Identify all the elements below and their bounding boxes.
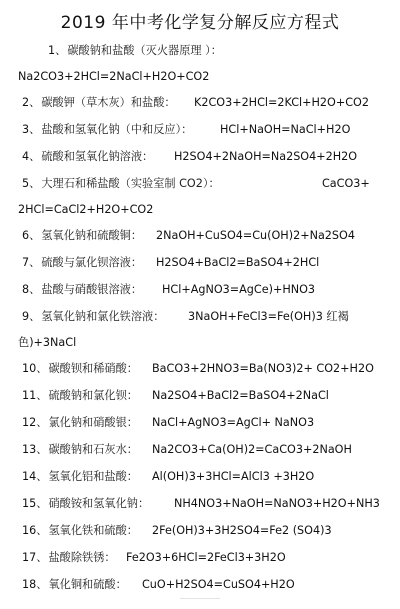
reaction-label: 硫酸钠和氯化钡：: [48, 389, 138, 402]
reaction-equation: 2Fe(OH)3+3H2SO4=Fe2 (SO4)3: [152, 524, 332, 537]
reaction-equation: Al(OH)3+3HCl=AlCl3 +3H2O: [152, 470, 315, 483]
reaction-label: 碳酸钾（草木灰）和盐酸：: [41, 96, 176, 109]
equation-continuation: 色)+3NaCl: [18, 336, 77, 349]
item-number: 14、: [22, 470, 48, 483]
reaction-label: 大理石和稀盐酸（实验室制 CO2）：: [41, 177, 220, 190]
item-number: 13、: [22, 443, 48, 456]
reaction-equation: 2NaOH+CuSO4=Cu(OH)2+Na2SO4: [156, 229, 355, 242]
equation-line: [22, 256, 320, 270]
item-number: 2、: [22, 96, 41, 109]
item-number: 11、: [22, 389, 48, 402]
reaction-equation: BaCO3+2HNO3=Ba(NO3)2+ CO2+H2O: [152, 362, 374, 375]
equation-line: [22, 229, 355, 243]
item-number: 9、: [22, 310, 41, 323]
equation-line: [22, 362, 374, 376]
reaction-label: 盐酸和氢氧化钠（中和反应）：: [41, 123, 193, 136]
equation-line: [22, 443, 352, 457]
item-number: 3、: [22, 123, 41, 136]
equation-line: [22, 177, 370, 191]
equation-line: [22, 150, 358, 164]
reaction-equation: Na2SO4+BaCl2=BaSO4+2NaCl: [152, 389, 329, 402]
reaction-equation: Fe2O3+6HCl=2FeCl3+3H2O: [126, 551, 286, 564]
equation-line: [22, 551, 286, 565]
reaction-label: 氢氧化铁和硫酸：: [48, 524, 138, 537]
reaction-equation: 3NaOH+FeCl3=Fe(OH)3 红褐: [188, 310, 349, 323]
equation-continuation: 2HCl=CaCl2+H2O+CO2: [18, 203, 154, 216]
reaction-equation: H2SO4+2NaOH=Na2SO4+2H2O: [174, 150, 358, 163]
reaction-equation: Na2CO3+Ca(OH)2=CaCO3+2NaOH: [152, 443, 352, 456]
reaction-equation: K2CO3+2HCl=2KCl+H2O+CO2: [194, 96, 369, 109]
reaction-label: 氯化钠和硝酸银：: [48, 416, 138, 429]
item-number: 18、: [22, 578, 48, 591]
equation-line: [22, 497, 380, 511]
equation-line: [48, 44, 222, 58]
reaction-equation: NaCl+AgNO3=AgCl+ NaNO3: [152, 416, 315, 429]
reaction-label: 盐酸与硝酸银溶液：: [41, 283, 143, 296]
reaction-label: 氧化铜和硫酸：: [48, 578, 127, 591]
equation-line: [22, 578, 295, 592]
reaction-label: 氢氧化铝和盐酸：: [48, 470, 138, 483]
item-number: 8、: [22, 283, 41, 296]
reaction-label: 硝酸铵和氢氧化钠：: [48, 497, 150, 510]
equation-line: [22, 283, 316, 297]
item-number: 4、: [22, 150, 41, 163]
reaction-label: 碳酸钠和石灰水：: [48, 443, 138, 456]
reaction-equation: CaCO3+: [322, 177, 370, 190]
item-number: 16、: [22, 524, 48, 537]
reaction-equation: HCl+NaOH=NaCl+H2O: [220, 123, 351, 136]
reaction-label: 氢氧化钠和氯化铁溶液：: [41, 310, 165, 323]
item-number: 10、: [22, 362, 48, 375]
reaction-equation: NH4NO3+NaOH=NaNO3+H2O+NH3: [174, 497, 380, 510]
equation-line: [22, 389, 329, 403]
equation-continuation: Na2CO3+2HCl=2NaCl+H2O+CO2: [18, 70, 210, 83]
reaction-label: 碳酸钠和盐酸（灭火器原理 ）：: [67, 44, 222, 57]
reaction-label: 盐酸除铁锈：: [48, 551, 116, 564]
equation-line: [22, 123, 351, 137]
item-number: 17、: [22, 551, 48, 564]
reaction-equation: HCl+AgNO3=AgCe)+HNO3: [162, 283, 316, 296]
equation-line: [22, 310, 349, 324]
item-number: 6、: [22, 229, 41, 242]
reaction-label: 碳酸钡和稀硝酸：: [48, 362, 138, 375]
item-number: 12、: [22, 416, 48, 429]
page-title: 2019 年中考化学复分解反应方程式: [60, 13, 340, 33]
item-number: 1、: [48, 44, 67, 57]
item-number: 7、: [22, 256, 41, 269]
reaction-label: 氢氧化钠和硫酸铜：: [41, 229, 143, 242]
equation-line: [22, 470, 315, 484]
reaction-label: 硫酸与氯化钡溶液：: [41, 256, 143, 269]
equation-line: [22, 96, 369, 110]
reaction-label: 硫酸和氢氧化钠溶液：: [41, 150, 154, 163]
reaction-equation: CuO+H2SO4=CuSO4+H2O: [142, 578, 295, 591]
equation-line: [22, 416, 315, 430]
equation-line: [22, 524, 332, 538]
item-number: 5、: [22, 177, 41, 190]
reaction-equation: H2SO4+BaCl2=BaSO4+2HCl: [156, 256, 320, 269]
item-number: 15、: [22, 497, 48, 510]
page-edge-mark: [180, 598, 220, 609]
